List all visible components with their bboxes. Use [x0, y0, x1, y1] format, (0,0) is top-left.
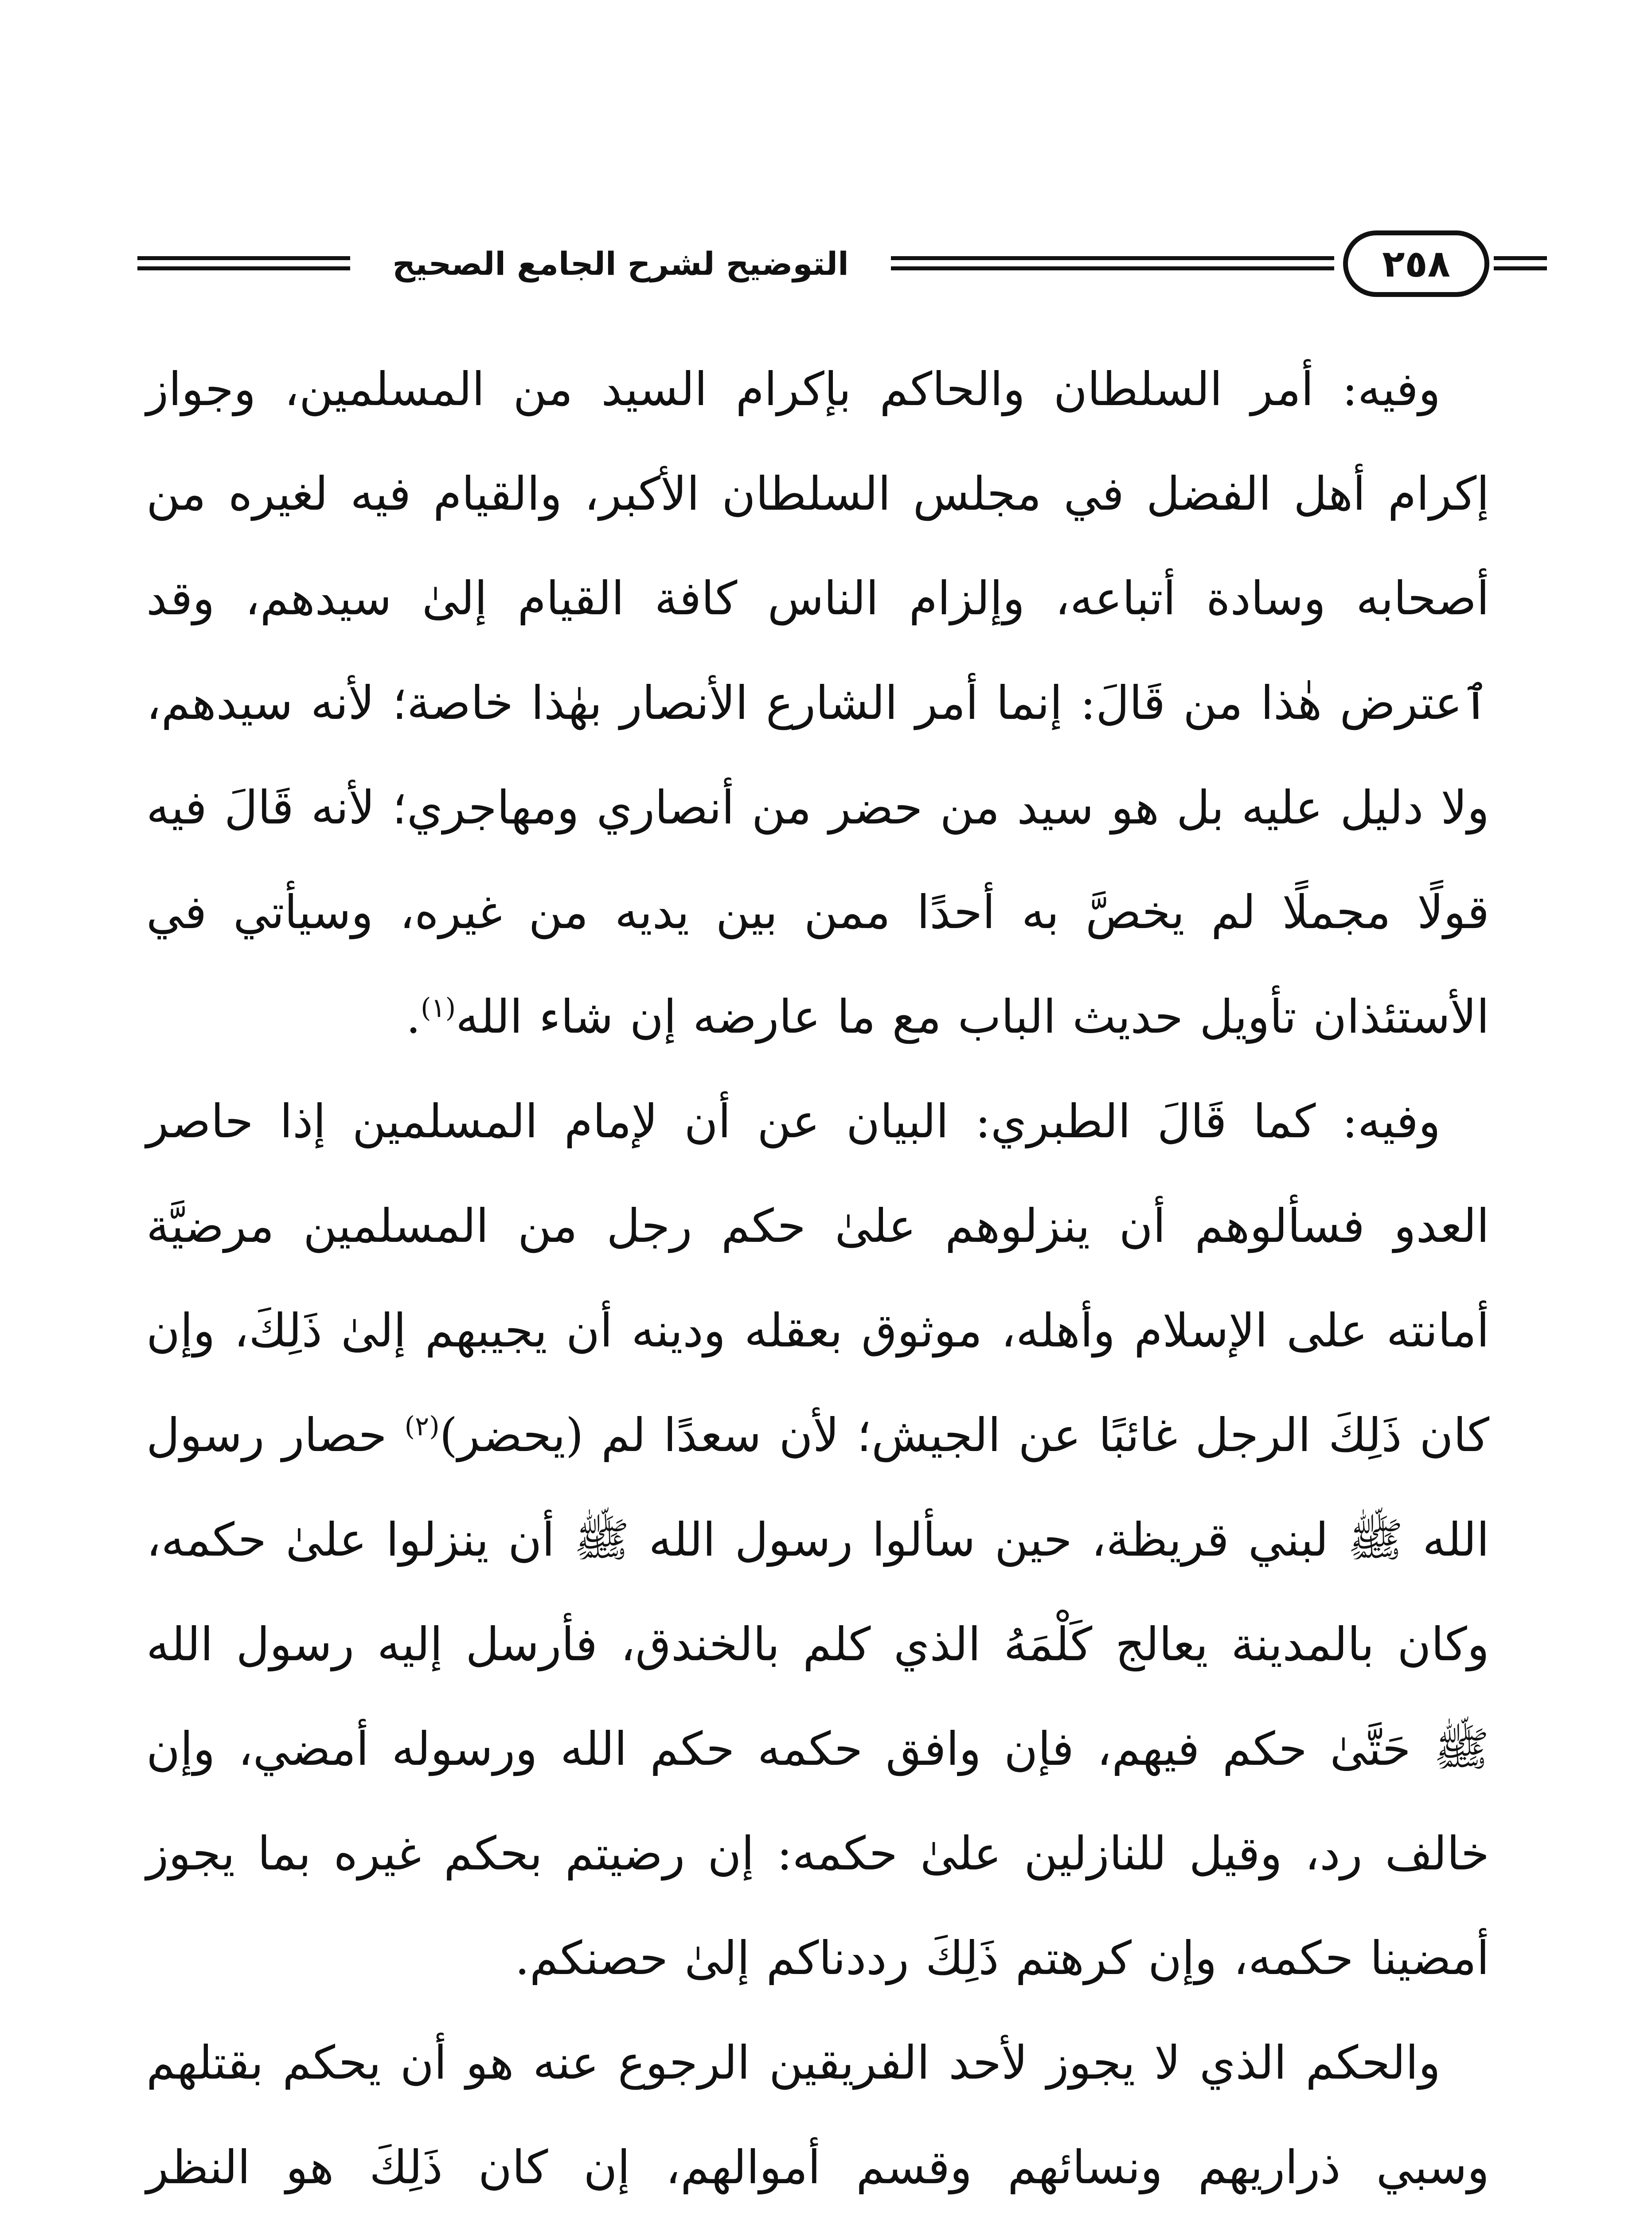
- paragraph-tail: .: [406, 990, 421, 1044]
- header-rule-middle: [891, 256, 1334, 270]
- paragraph: [146, 1069, 1489, 2010]
- paragraph-text: وفيه: أمر السلطان والحاكم بإكرام السيد من المسلمين، وجواز إكرام أهل الفضل في مجلس السلطان الأكبر، والقيام فيه لغيره من أصحابه وسادة أتباعه، وإلزام الناس كافة القيام إلىٰ سيدهم، وقد ٱعترض هٰذا من قَالَ: إنما أمر الشارع الأنصار بهٰذا خاصة؛ لأنه سيدهم، ولا دليل عليه بل هو سيد من حضر من أنصاري ومهاجري؛ لأنه قَالَ فيه قولًا مجملًا لم يخصَّ به أحدًا ممن بين يديه من غيره، وسيأتي في الأستئذان تأويل حديث الباب مع ما عارضه إن شاء الله: [146, 362, 1489, 1044]
- main-text: [146, 337, 1489, 2216]
- header-rule-right: [1494, 256, 1547, 270]
- running-header: [137, 230, 1503, 301]
- footnote-ref[interactable]: (٢): [404, 1411, 440, 1442]
- page-number: ٢٥٨: [1343, 230, 1489, 297]
- paragraph-text: وفيه: كما قَالَ الطبري: البيان عن أن لإمام المسلمين إذا حاصر العدو فسألوهم أن ينزلوهم علىٰ حكم رجل من المسلمين مرضيَّة أمانته على الإسلام وأهله، موثوق بعقله ودينه أن يجيبهم إلىٰ ذَلِكَ، وإن كان ذَلِكَ الرجل غائبًا عن الجيش؛ لأن سعدًا لم (يحضر): [146, 1094, 1490, 1462]
- running-title: التوضيح لشرح الجامع الصحيح: [392, 245, 849, 282]
- header-rule-left: [137, 256, 350, 270]
- paragraph-tail: حصار رسول الله ﷺ لبني قريظة، حين سألوا رسول الله ﷺ أن ينزلوا علىٰ حكمه، وكان بالمدينة يعالج كَلْمَهُ الذي كلم بالخندق، فأرسل إليه رسول الله ﷺ حَتَّىٰ حكم فيهم، فإن وافق حكمه حكم الله ورسوله أمضي، وإن خالف رد، وقيل للنازلين علىٰ حكمه: إن رضيتم بحكم غيره بما يجوز أمضينا حكمه، وإن كرهتم ذَلِكَ رددناكم إلىٰ حصنكم.: [146, 1408, 1489, 1985]
- footnote-ref[interactable]: (١): [421, 992, 456, 1024]
- paragraph: [146, 2010, 1489, 2216]
- paragraph: [146, 337, 1489, 1069]
- paragraph-text: والحكم الذي لا يجوز لأحد الفريقين الرجوع عنه هو أن يحكم بقتلهم وسبي ذراريهم ونسائهم وقسم أموالهم، إن كان ذَلِكَ هو النظر: [146, 2036, 1489, 2194]
